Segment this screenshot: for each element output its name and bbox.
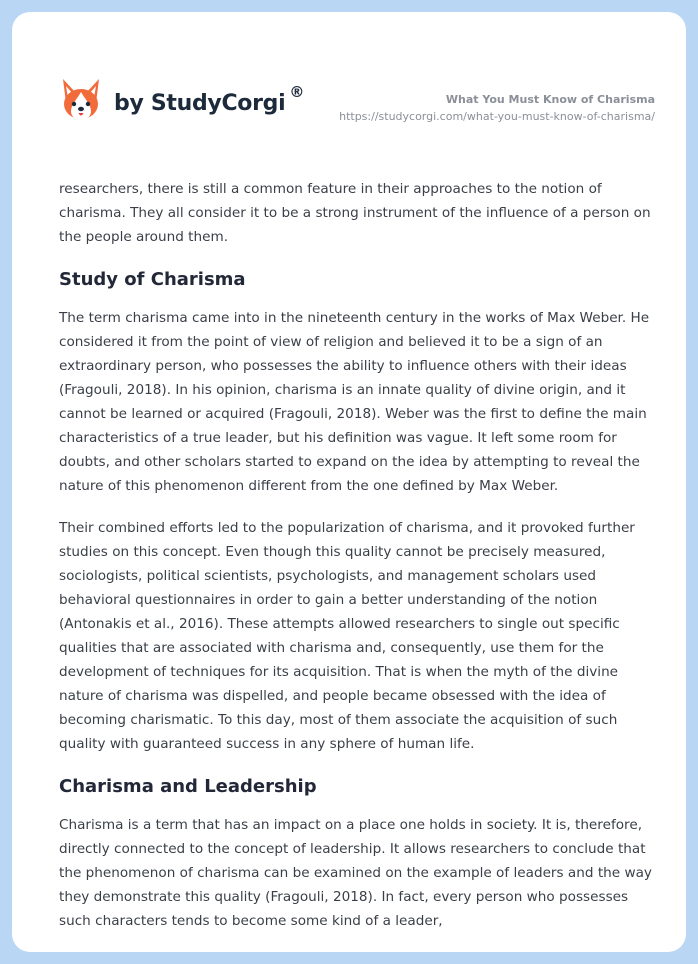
corgi-icon (60, 77, 102, 123)
section-heading-charisma-and-leadership: Charisma and Leadership (59, 776, 317, 797)
document-page (12, 12, 686, 952)
registered-mark: ® (289, 83, 305, 101)
studycorgi-logo[interactable] (60, 76, 304, 124)
document-url[interactable]: https://studycorgi.com/what-you-must-know-of-charisma/ (339, 110, 655, 123)
document-meta (339, 93, 655, 124)
brand-name: by StudyCorgi (114, 90, 286, 116)
paragraph: Charisma is a term that has an impact on a place one holds in society. It is, therefore, directly connected to the concept of leadership. It allows researchers to conclude that the phenomenon of charisma can be examined on the example of leaders and the way they demonstrate this quality (Fragouli, 2018). In fact, every person who possesses such characters tends to become some kind of a leader, (59, 817, 652, 929)
article-body (59, 177, 659, 951)
page-header (12, 12, 686, 172)
paragraph: The term charisma came into in the nineteenth century in the works of Max Weber. He considered it from the point of view of religion and believed it to be a sign of an extraordinary person, who possesses the ability to influence others with their ideas (Fragouli, 2018). In his opinion, charisma is an innate quality of divine origin, and it cannot be learned or acquired (Fragouli, 2018). Weber was the first to define the main characteristics of a true leader, but his definition was vague. It left some room for doubts, and other scholars started to expand on the idea by attempting to reveal the nature of this phenomenon different from the one defined by Max Weber. (59, 310, 650, 494)
section-heading-study-of-charisma: Study of Charisma (59, 269, 246, 290)
intro-paragraph: researchers, there is still a common feature in their approaches to the notion of charisma. They all consider it to be a strong instrument of the influence of a person on the people around them. (59, 181, 651, 245)
paragraph: Their combined efforts led to the popularization of charisma, and it provoked further studies on this concept. Even though this quality cannot be precisely measured, sociologists, political scientists, psychologists, and management scholars used behavioral questionnaires in order to gain a better understanding of the notion (Antonakis et al., 2016). These attempts allowed researchers to single out specific qualities that are associated with charisma and, consequently, use them for the development of techniques for its acquisition. That is when the myth of the divine nature of charisma was dispelled, and people became obsessed with the idea of becoming charismatic. To this day, most of them associate the acquisition of such quality with guaranteed success in any sphere of human life. (59, 520, 635, 752)
document-title: What You Must Know of Charisma (445, 93, 655, 106)
